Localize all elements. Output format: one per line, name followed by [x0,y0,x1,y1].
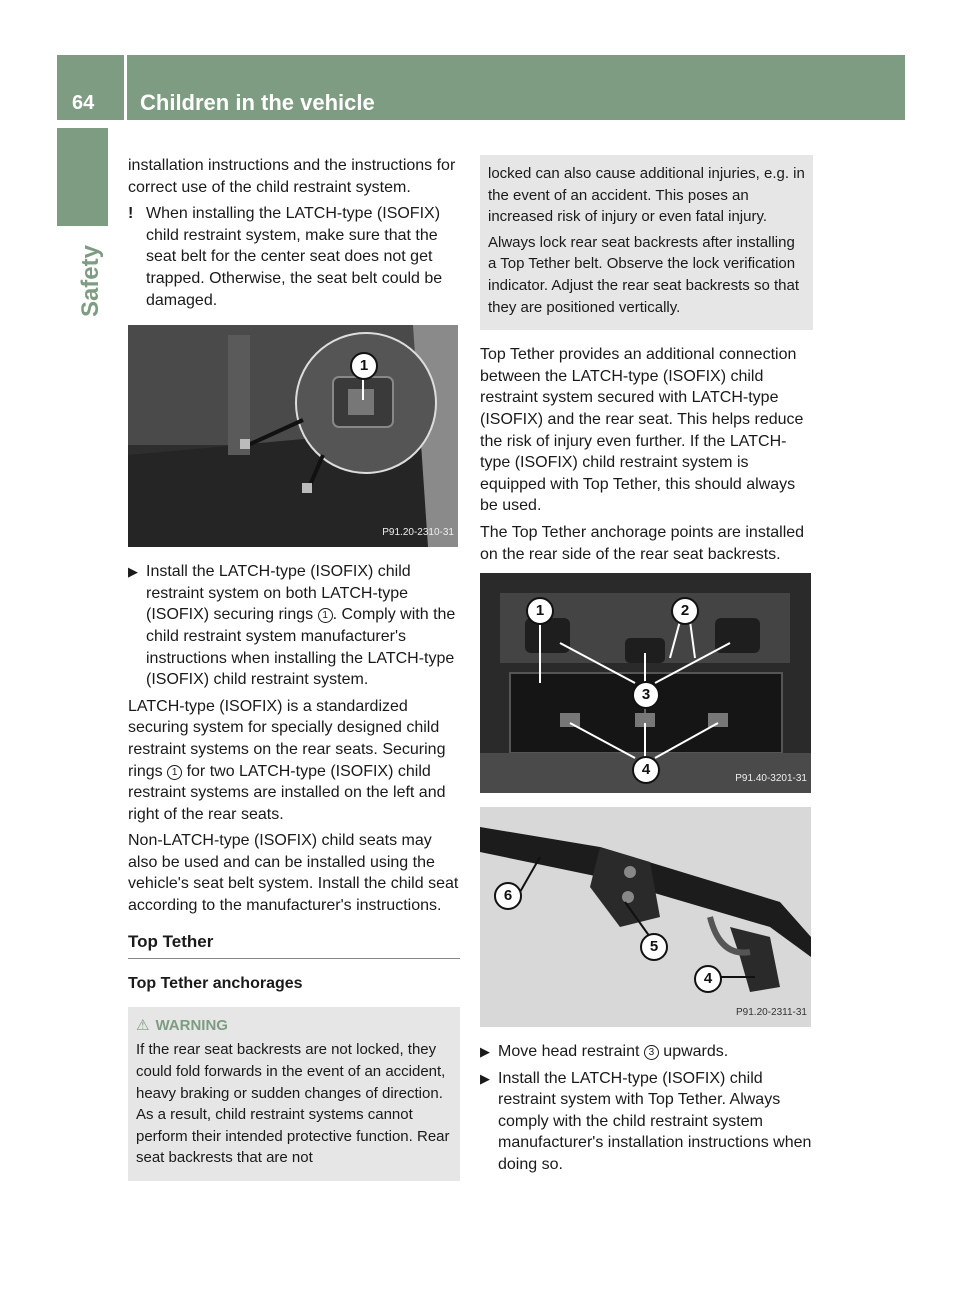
step-move-head-restraint [480,1041,813,1063]
warning-box [128,1007,460,1181]
page-number: 64 [72,92,95,114]
callout-6: 6 [494,882,522,910]
step-text-cont: . Comply with the child restraint system manufacturer's instructions when installing the LATCH-type (ISOFIX) child restraint system. [146,606,456,689]
figure-label: P91.20-2310-31 [382,526,454,538]
seat-illustration [128,325,458,547]
para-text: LATCH-type (ISOFIX) is a standardized securing system for specially designed child restraint systems on the rear seats. Securing rings [128,697,446,780]
chapter-title: Children in the vehicle [140,90,375,115]
header-divider [124,55,127,120]
figure-label: P91.40-3201-31 [735,772,807,784]
right-column [480,155,813,1181]
callout-1: 1 [350,352,378,380]
step-arrow-icon: ▶ [480,1044,490,1060]
top-tether-paragraph: Top Tether provides an additional connection between the LATCH-type (ISOFIX) child restraint system secured with LATCH-type (ISOFIX) and the rear seat. This helps reduce the risk of injury even further. If the LATCH-type (ISOFIX) child restraint system is equipped with Top Tether, this should always be used. [480,346,804,515]
ref-circle: 3 [644,1045,659,1060]
notice-icon: ! [128,205,134,223]
para-text-cont: for two LATCH-type (ISOFIX) child restraint systems are installed on the left and right of the rear seats. [128,762,446,823]
warning-icon: ⚠ [136,1016,150,1034]
ref-circle: 1 [318,608,333,623]
step-install-top-tether [480,1068,813,1176]
figure-label: P91.20-2311-31 [736,1006,807,1018]
non-latch-paragraph: Non-LATCH-type (ISOFIX) child seats may also be used and can be installed using the vehicle's seat belt system. Install the child seat according to the manufacturer's instructions. [128,832,459,915]
tether-anchor-illustration [480,807,811,1027]
step-text-cont: upwards. [658,1043,729,1061]
callout-2: 2 [671,597,699,625]
step-arrow-icon: ▶ [480,1070,490,1086]
subsection-title: Top Tether anchorages [128,975,303,993]
note-text: When installing the LATCH-type (ISOFIX) child restraint system, make sure that the seat belt for the center seat does not get trapped. Otherwise, the seat belt could be damaged. [146,205,443,309]
anchorage-paragraph: The Top Tether anchorage points are installed on the rear side of the rear seat backrests. [480,523,805,563]
callout-3: 3 [632,681,660,709]
step-text: Move head restraint [498,1043,644,1061]
warning-text-cont1: locked can also cause additional injuries, e.g. in the event of an accident. This poses an increased risk of injury or even fatal injury. [488,165,805,226]
figure-rear-seats [480,573,811,793]
step-text: Install the LATCH-type (ISOFIX) child restraint system with Top Tether. Always comply with the child restraint system manufacturer's installation instructions when doing so. [498,1069,812,1174]
figure-isofix-rings [128,325,458,547]
callout-1: 1 [526,597,554,625]
left-column [128,155,460,1181]
side-tab [57,128,108,226]
note [128,203,460,311]
warning-text: If the rear seat backrests are not locked, they could fold forwards in the event of an accident, heavy braking or sudden changes of direction. As a result, child restraint systems cannot perform their intended protective function. Rear seat backrests that are not [136,1041,450,1167]
step-install-isofix [128,561,460,691]
callout-5: 5 [640,933,668,961]
figure-tether-anchor [480,807,811,1027]
callout-4: 4 [694,965,722,993]
section-title: Top Tether [128,931,460,960]
callout-4: 4 [632,756,660,784]
warning-title: WARNING [155,1016,228,1034]
intro-text: installation instructions and the instructions for correct use of the child restraint system. [128,157,456,196]
warning-text-cont2: Always lock rear seat backrests after installing a Top Tether belt. Observe the lock verification indicator. Adjust the rear seat backrests so that they are positioned vertically. [488,233,800,316]
step-arrow-icon: ▶ [128,564,138,580]
step-text: Install the LATCH-type (ISOFIX) child restraint system on both LATCH-type (ISOFIX) securing rings [146,563,411,624]
warning-header [136,1015,452,1037]
ref-circle: 1 [167,765,182,780]
side-tab-label: Safety [77,245,104,318]
warning-box-continued [480,155,813,330]
latch-paragraph [128,696,460,826]
